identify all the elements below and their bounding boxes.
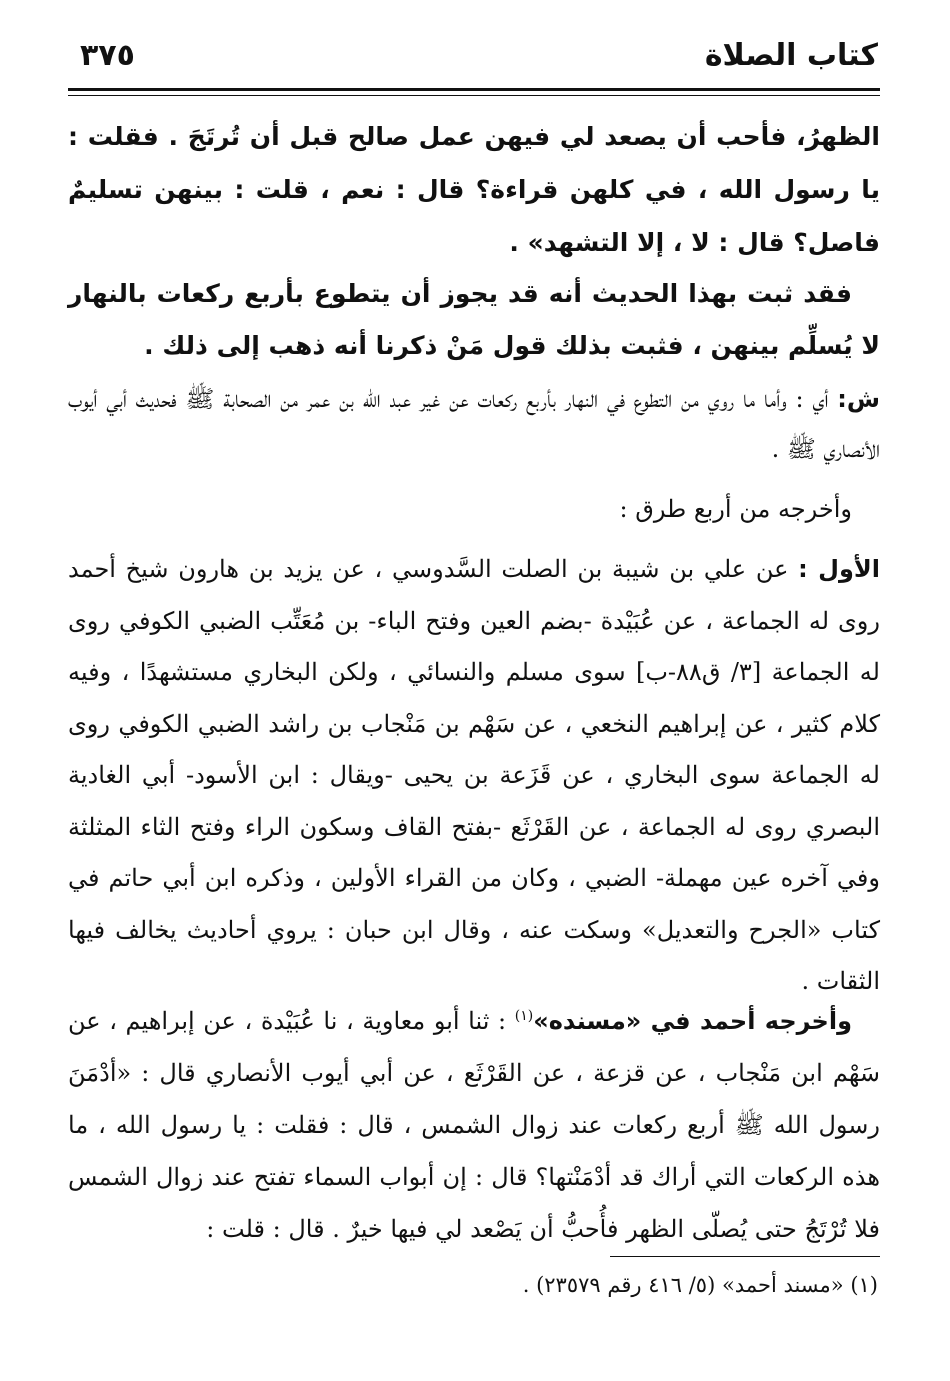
header-rule-thin — [68, 95, 880, 96]
paragraph-conclusion: فقد ثبت بهذا الحديث أنه قد يجوز أن يتطوع بأربع ركعات بالنهار لا يُسلِّم بينهن ، فثبت بذلك قول مَنْ ذكرنا أنه ذهب إلى ذلك . — [68, 279, 880, 360]
page-number: ٣٧٥ — [80, 38, 135, 73]
ahmad-lead: وأخرجه أحمد في «مسنده» — [533, 1007, 852, 1035]
paragraph-ahmad — [68, 990, 880, 1255]
first-way-text: عن علي بن شيبة بن الصلت السَّدوسي ، عن يزيد بن هارون شيخ أحمد روى له الجماعة ، عن عُبَيْدة -بضم العين وفتح الباء- بن مُعَتِّب الضبي الكوفي روى له الجماعة [٣/ ق٨٨-ب] سوى مسلم والنسائي ، ولكن البخاري مستشهدًا ، وفيه كلام كثير ، عن إبراهيم النخعي ، عن سَهْم بن مَنْجاب بن راشد الضبي الكوفي روى له الجماعة سوى البخاري ، عن قَزَعة بن يحيى -ويقال : ابن الأسود- أبي الغادية البصري روى له الجماعة ، عن القَرْثَع -بفتح القاف وسكون الراء وفتح الثاء المثلثة وفي آخره عين مهملة- الضبي ، وكان من القراء الأولين ، وذكره ابن أبي حاتم في كتاب «الجرح والتعديل» وسكت عنه ، وقال ابن حبان : يروي أحاديث يخالف فيها الثقات . — [68, 555, 881, 995]
footnote-ref: (١) — [514, 1008, 534, 1024]
paragraph-hadith-end: الظهرُ، فأحب أن يصعد لي فيهن عمل صالح قبل أن تُرتَجَ . فقلت : يا رسول الله ، في كلهن قراءة؟ قال : نعم ، قلت : بينهن تسليمٌ فاصل؟ قال : لا ، إلا التشهد» . — [68, 122, 880, 257]
first-way-marker: الأول : — [798, 555, 880, 583]
paragraph-commentary — [68, 374, 880, 474]
paragraph-ways-intro: وأخرجه من أربع طرق : — [619, 495, 852, 523]
commentary-marker: ش: — [837, 385, 880, 413]
ahmad-text: : ثنا أبو معاوية ، نا عُبَيْدة ، عن إبراهيم ، عن سَهْم ابن مَنْجاب ، عن قزعة ، عن القَرْثَع ، عن أبي أيوب الأنصاري قال : «أدْمَنَ رسول الله ﷺ أربع ركعات عند زوال الشمس ، قال : فقلت : يا رسول الله ، ما هذه الركعات التي أراك قد أدْمَنْتها؟ قال : إن أبواب السماء تفتح عند زوال الشمس فلا تُرْتَجُ حتى يُصلّى الظهر فأُحبُّ أن يَصْعد لي فيها خيرٌ . قال : قلت : — [68, 1007, 880, 1243]
commentary-text: أي : وأما ما روي من التطوع في النهار بأربع ركعات عن غير عبد الله بن عمر من الصحابة ﷺ فحديث أبي أيوب الأنصاري ﷺ . — [68, 385, 880, 463]
paragraph-first-way — [68, 544, 880, 1008]
chapter-title: كتاب الصلاة — [704, 38, 878, 73]
footnote: (١) «مسند أحمد» (٥/ ٤١٦ رقم ٢٣٥٧٩) . — [522, 1273, 878, 1297]
header-rule-thick — [68, 88, 880, 91]
footnote-separator — [610, 1256, 880, 1257]
